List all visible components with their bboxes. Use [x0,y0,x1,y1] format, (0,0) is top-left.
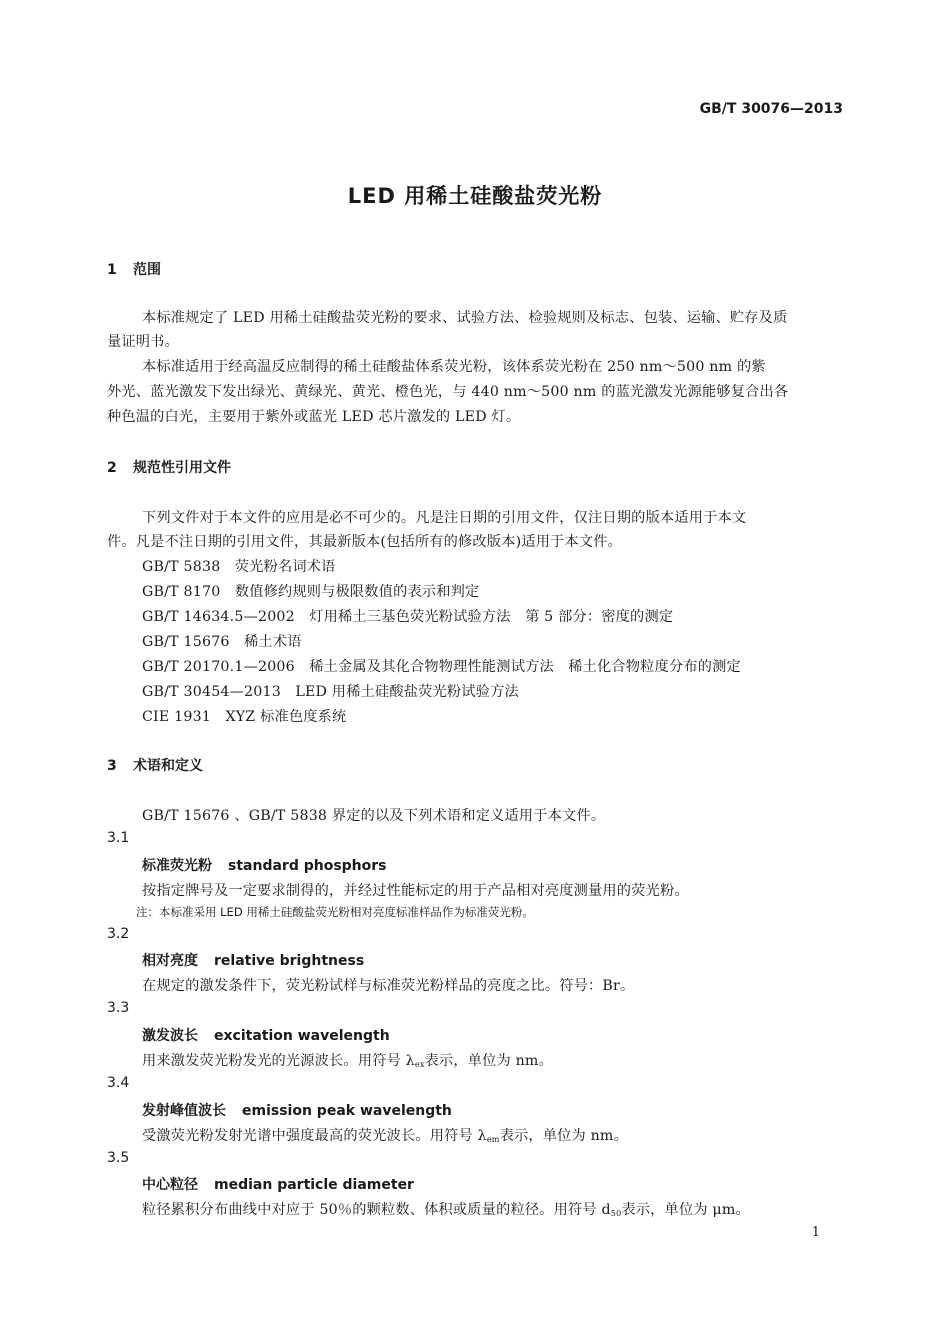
document-title: LED 用稀土硅酸盐荧光粉 [347,184,603,208]
term-definition [142,1050,553,1070]
reference-title: 稀土金属及其化合物物理性能测试方法 稀土化合物粒度分布的测定 [309,659,741,675]
definition-text: 表示，单位为 μm。 [621,1202,750,1218]
reference-item [142,556,336,576]
section-title: 规范性引用文件 [133,460,231,476]
paragraph-line: GB/T 15676 、GB/T 5838 界定的以及下列术语和定义适用于本文件。 [142,808,606,824]
term-en: excitation wavelength [214,1028,390,1044]
reference-code: GB/T 15676 [142,634,230,650]
definition-text: 粒径累积分布曲线中对应于 50％的颗粒数、体积或质量的粒径。用符号 d [142,1202,611,1218]
reference-item [142,706,346,726]
reference-item [142,631,302,651]
reference-item [142,606,673,626]
term-definition [142,1125,628,1145]
term-en: relative brightness [214,953,365,969]
paragraph-line: 种色温的白光，主要用于紫外或蓝光 LED 芯片激发的 LED 灯。 [107,409,521,425]
section-3-heading [107,755,203,775]
definition-text: 表示，单位为 nm。 [424,1053,553,1069]
reference-code: GB/T 20170.1—2006 [142,659,295,675]
paragraph-line: 本标准适用于经高温反应制得的稀土硅酸盐体系荧光粉，该体系荧光粉在 250 nm～500 nm 的紫 [142,359,766,375]
reference-code: GB/T 30454—2013 [142,684,281,700]
section-number: 2 [107,460,117,476]
clause-number: 3.5 [107,1150,130,1166]
reference-item [142,681,519,701]
definition-text: 用来激发荧光粉发光的光源波长。用符号 λ [142,1053,415,1069]
reference-code: CIE 1931 [142,709,212,725]
paragraph-line: 外光、蓝光激发下发出绿光、黄绿光、黄光、橙色光，与 440 nm～500 nm 的蓝光激发光源能够复合出各 [107,384,789,400]
reference-title: 稀土术语 [244,634,302,650]
reference-code: GB/T 5838 [142,559,221,575]
reference-title: 荧光粉名词术语 [234,559,336,575]
section-number: 3 [107,758,117,774]
clause-number: 3.2 [107,926,130,942]
clause-number: 3.1 [107,830,130,846]
term-zh: 激发波长 [142,1028,198,1044]
term-zh: 标准荧光粉 [142,858,212,874]
reference-title: 数值修约规则与极限数值的表示和判定 [234,584,480,600]
term-zh: 发射峰值波长 [142,1103,226,1119]
reference-title: 灯用稀土三基色荧光粉试验方法 第 5 部分：密度的测定 [309,609,674,625]
definition-text: 表示，单位为 nm。 [499,1128,628,1144]
section-2-heading [107,457,231,477]
section-1-heading [107,259,161,279]
symbol-subscript: 50 [610,1209,622,1218]
reference-code: GB/T 8170 [142,584,221,600]
standard-code: GB/T 30076—2013 [699,101,843,117]
clause-number: 3.3 [107,1000,130,1016]
symbol-subscript: em [486,1135,500,1144]
paragraph-line: 件。凡是不注日期的引用文件，其最新版本(包括所有的修改版本)适用于本文件。 [107,534,623,550]
reference-item [142,656,741,676]
clause-number: 3.4 [107,1075,130,1091]
symbol-subscript: ex [414,1060,425,1069]
term-en: standard phosphors [228,858,387,874]
term-heading [142,950,364,970]
term-en: median particle diameter [214,1177,414,1193]
section-number: 1 [107,262,117,278]
reference-code: GB/T 14634.5—2002 [142,609,295,625]
term-definition [142,1199,750,1219]
term-heading [142,1100,452,1120]
term-zh: 中心粒径 [142,1177,198,1193]
term-heading [142,1025,390,1045]
term-note: 注：本标准采用 LED 用稀土硅酸盐荧光粉相对亮度标准样品作为标准荧光粉。 [136,905,534,919]
paragraph-line: 量证明书。 [107,334,179,350]
reference-item [142,581,479,601]
reference-title: XYZ 标准色度系统 [225,709,347,725]
section-title: 术语和定义 [133,758,203,774]
paragraph-line: 下列文件对于本文件的应用是必不可少的。凡是注日期的引用文件，仅注日期的版本适用于本文 [142,510,747,526]
section-title: 范围 [133,262,161,278]
term-definition: 按指定牌号及一定要求制得的，并经过性能标定的用于产品相对亮度测量用的荧光粉。 [142,883,689,899]
term-definition: 在规定的激发条件下，荧光粉试样与标准荧光粉样品的亮度之比。符号：Br。 [142,978,635,994]
reference-title: LED 用稀土硅酸盐荧光粉试验方法 [295,684,519,700]
term-heading [142,855,387,875]
definition-text: 受激荧光粉发射光谱中强度最高的荧光波长。用符号 λ [142,1128,487,1144]
term-heading [142,1174,414,1194]
paragraph-line: 本标准规定了 LED 用稀土硅酸盐荧光粉的要求、试验方法、检验规则及标志、包装、运输、贮存及质 [142,310,788,326]
term-zh: 相对亮度 [142,953,198,969]
term-en: emission peak wavelength [242,1103,452,1119]
page-number: 1 [811,1225,820,1240]
